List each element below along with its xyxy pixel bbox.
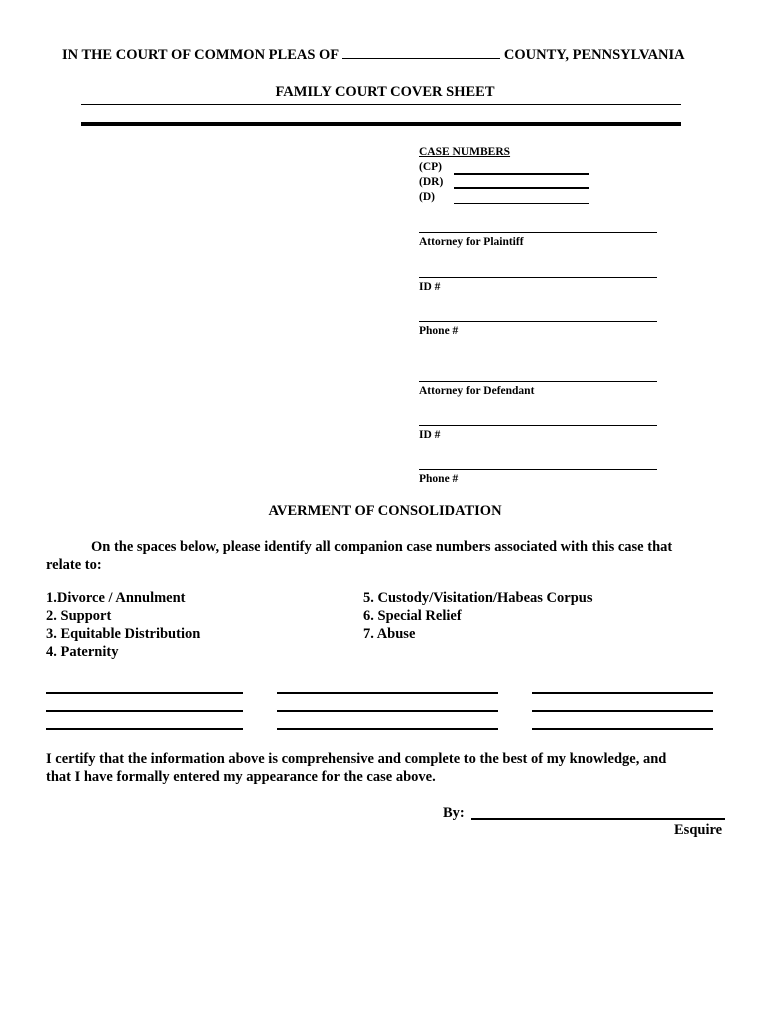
signature-field[interactable]	[471, 818, 725, 820]
county-field[interactable]	[342, 58, 500, 59]
companion-case-field[interactable]	[46, 710, 243, 712]
plaintiff-phone-label: Phone #	[419, 325, 459, 337]
case-number-cp-field[interactable]	[454, 173, 589, 175]
case-number-dr-label: (DR)	[419, 176, 444, 188]
case-number-d-field[interactable]	[454, 203, 589, 204]
companion-case-field[interactable]	[46, 728, 243, 730]
certification-line2: that I have formally entered my appearance for the case above.	[46, 769, 436, 785]
case-type-equitable-distribution: 3. Equitable Distribution	[46, 626, 201, 642]
plaintiff-attorney-label: Attorney for Plaintiff	[419, 236, 524, 248]
case-type-support: 2. Support	[46, 608, 112, 624]
companion-case-field[interactable]	[277, 692, 498, 694]
esquire-label: Esquire	[674, 822, 723, 838]
defendant-attorney-label: Attorney for Defendant	[419, 385, 535, 397]
case-number-dr-field[interactable]	[454, 187, 589, 189]
case-type-divorce: 1.Divorce / Annulment	[46, 590, 186, 606]
defendant-id-label: ID #	[419, 429, 441, 441]
case-numbers-heading: CASE NUMBERS	[419, 146, 511, 158]
certification-line1: I certify that the information above is comprehensive and complete to the best of my knowledge, and	[46, 751, 667, 767]
court-suffix: COUNTY, PENNSYLVANIA	[503, 47, 685, 63]
companion-case-field[interactable]	[532, 710, 713, 712]
defendant-phone-label: Phone #	[419, 473, 459, 485]
page-title: FAMILY COURT COVER SHEET	[275, 84, 495, 100]
plaintiff-id-field[interactable]	[419, 277, 657, 278]
plaintiff-id-label: ID #	[419, 281, 441, 293]
averment-instruction-line2: relate to:	[46, 557, 102, 573]
divider-thick	[81, 122, 681, 126]
case-number-d-label: (D)	[419, 191, 435, 203]
companion-case-field[interactable]	[532, 692, 713, 694]
companion-case-field[interactable]	[532, 728, 713, 730]
defendant-attorney-field[interactable]	[419, 381, 657, 382]
case-type-special-relief: 6. Special Relief	[363, 608, 462, 624]
companion-case-field[interactable]	[277, 710, 498, 712]
case-type-abuse: 7. Abuse	[363, 626, 416, 642]
case-number-cp-label: (CP)	[419, 161, 442, 173]
plaintiff-phone-field[interactable]	[419, 321, 657, 322]
court-prefix: IN THE COURT OF COMMON PLEAS OF	[62, 47, 339, 63]
court-heading	[62, 47, 685, 64]
divider-thin	[81, 104, 681, 105]
defendant-id-field[interactable]	[419, 425, 657, 426]
case-type-paternity: 4. Paternity	[46, 644, 119, 660]
companion-case-field[interactable]	[277, 728, 498, 730]
signature-by-label: By:	[443, 805, 465, 821]
defendant-phone-field[interactable]	[419, 469, 657, 470]
averment-instruction-line1: On the spaces below, please identify all companion case numbers associated with this case that	[91, 539, 673, 555]
averment-heading: AVERMENT OF CONSOLIDATION	[268, 503, 502, 519]
case-type-custody: 5. Custody/Visitation/Habeas Corpus	[363, 590, 593, 606]
companion-case-field[interactable]	[46, 692, 243, 694]
plaintiff-attorney-field[interactable]	[419, 232, 657, 233]
